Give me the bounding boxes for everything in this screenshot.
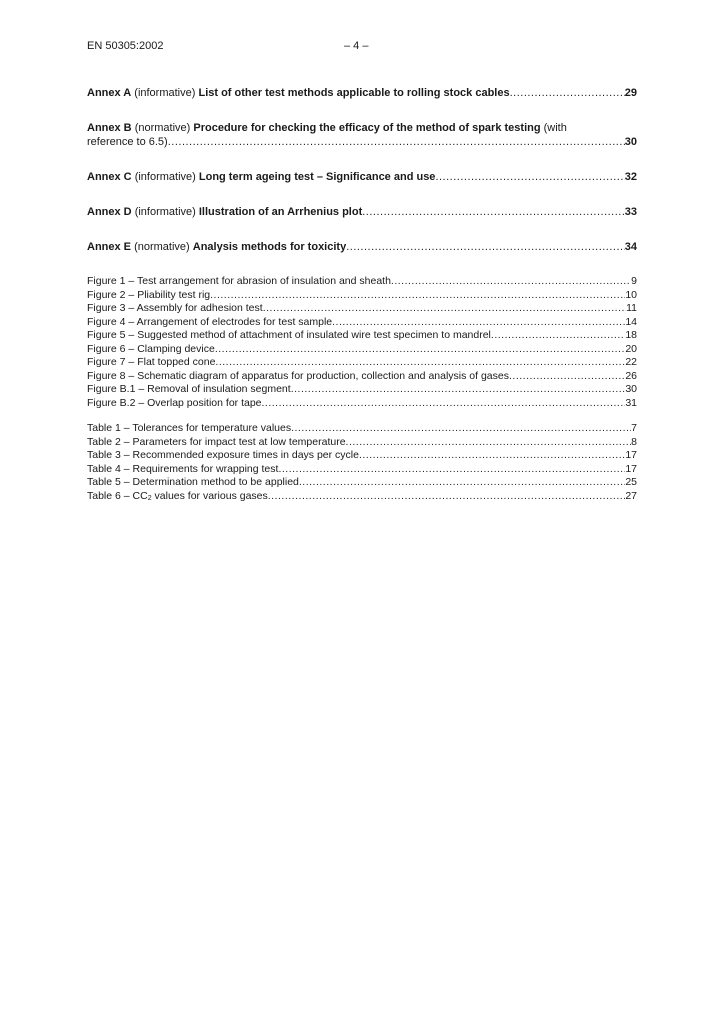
figure-caption: Figure B.1 – Removal of insulation segment bbox=[87, 383, 291, 395]
table-caption: Table 2 – Parameters for impact test at low temperature bbox=[87, 435, 346, 448]
table-caption-prefix: Table 6 – CC bbox=[87, 489, 148, 502]
toc-table-entry[interactable] bbox=[87, 436, 637, 450]
page-ref: 34 bbox=[624, 241, 637, 253]
page-ref: 14 bbox=[625, 315, 637, 328]
figure-caption: Figure 7 – Flat topped cone bbox=[87, 356, 216, 368]
dot-leader bbox=[263, 302, 626, 316]
annex-kind: (informative) bbox=[134, 171, 196, 183]
toc-figure-entry[interactable] bbox=[87, 370, 637, 384]
list-of-tables bbox=[87, 422, 637, 503]
toc-figure-entry[interactable] bbox=[87, 356, 637, 370]
page-ref: 30 bbox=[624, 136, 637, 148]
toc-table-entry[interactable] bbox=[87, 449, 637, 463]
page-ref: 31 bbox=[625, 396, 637, 409]
annex-title: Illustration of an Arrhenius plot bbox=[198, 206, 363, 218]
dot-leader bbox=[332, 316, 625, 330]
dot-leader bbox=[299, 476, 625, 490]
page-ref: 25 bbox=[625, 476, 637, 488]
dot-leader bbox=[346, 436, 632, 450]
dot-leader bbox=[509, 370, 625, 384]
toc-figure-entry[interactable] bbox=[87, 343, 637, 357]
figure-caption: Figure 4 – Arrangement of electrodes for test sample bbox=[87, 315, 333, 328]
dot-leader bbox=[291, 422, 631, 436]
dot-leader bbox=[215, 356, 625, 370]
document-id: EN 50305:2002 bbox=[87, 40, 164, 52]
annex-kind: (normative) bbox=[134, 122, 191, 134]
page-ref: 7 bbox=[631, 422, 637, 434]
dot-leader bbox=[210, 289, 625, 303]
table-caption bbox=[87, 490, 268, 504]
figure-caption: Figure 8 – Schematic diagram of apparatus for production, collection and analysis of gases bbox=[87, 369, 509, 382]
toc-figure-entry[interactable] bbox=[87, 397, 637, 411]
dot-leader bbox=[262, 397, 626, 411]
toc-table-entry[interactable] bbox=[87, 490, 637, 504]
table-caption-suffix: values for various gases bbox=[151, 489, 268, 502]
annex-title-line2: reference to 6.5) bbox=[87, 136, 168, 148]
toc-annex-b[interactable] bbox=[87, 121, 637, 149]
annex-kind: (informative) bbox=[134, 206, 196, 218]
toc-figure-entry[interactable] bbox=[87, 383, 637, 397]
dot-leader bbox=[435, 170, 624, 184]
subscript-2: 2 bbox=[147, 494, 152, 502]
table-caption: Table 5 – Determination method to be applied bbox=[87, 476, 299, 488]
toc-figure-entry[interactable] bbox=[87, 329, 637, 343]
list-of-figures bbox=[87, 275, 637, 410]
dot-leader bbox=[215, 343, 625, 357]
table-caption: Table 3 – Recommended exposure times in days per cycle bbox=[87, 449, 359, 461]
toc-annex-a[interactable] bbox=[87, 86, 637, 100]
toc-annex-c[interactable] bbox=[87, 170, 637, 184]
dot-leader bbox=[346, 240, 625, 254]
toc-figure-entry[interactable] bbox=[87, 289, 637, 303]
dot-leader bbox=[362, 205, 625, 219]
toc-annex-e[interactable] bbox=[87, 240, 637, 254]
dot-leader bbox=[491, 329, 625, 343]
toc-table-entry[interactable] bbox=[87, 476, 637, 490]
page-ref: 27 bbox=[625, 489, 637, 502]
annex-label: Annex A bbox=[87, 87, 132, 99]
figure-caption: Figure 2 – Pliability test rig bbox=[87, 288, 211, 301]
annex-title: Analysis methods for toxicity bbox=[192, 241, 347, 253]
annex-label: Annex B bbox=[87, 122, 132, 134]
page-ref: 20 bbox=[625, 342, 637, 355]
toc-figure-entry[interactable] bbox=[87, 316, 637, 330]
dot-leader bbox=[268, 490, 626, 504]
dot-leader bbox=[510, 86, 625, 100]
figure-caption: Figure 1 – Test arrangement for abrasion of insulation and sheath bbox=[87, 275, 391, 287]
figure-caption: Figure 3 – Assembly for adhesion test bbox=[87, 302, 263, 314]
page-ref: 29 bbox=[624, 87, 637, 99]
table-caption: Table 4 – Requirements for wrapping test bbox=[87, 462, 279, 475]
annex-label: Annex C bbox=[87, 171, 132, 183]
dot-leader bbox=[359, 449, 625, 463]
annex-label: Annex D bbox=[87, 206, 132, 218]
page-ref: 32 bbox=[624, 171, 637, 183]
page-ref: 8 bbox=[631, 435, 637, 448]
dot-leader bbox=[291, 383, 626, 397]
annex-kind: (normative) bbox=[134, 241, 190, 253]
page-ref: 26 bbox=[625, 369, 637, 382]
page-ref: 18 bbox=[625, 329, 637, 341]
figure-caption: Figure 5 – Suggested method of attachment of insulated wire test specimen to mandrel bbox=[87, 329, 491, 341]
page-ref: 33 bbox=[624, 206, 637, 218]
page-ref: 9 bbox=[631, 275, 637, 287]
figure-caption: Figure 6 – Clamping device bbox=[87, 342, 215, 355]
toc-table-entry[interactable] bbox=[87, 422, 637, 436]
annex-label: Annex E bbox=[87, 241, 132, 253]
toc-table-entry[interactable] bbox=[87, 463, 637, 477]
dot-leader bbox=[168, 135, 625, 149]
page-ref: 30 bbox=[625, 383, 637, 395]
toc-annex-d[interactable] bbox=[87, 205, 637, 219]
page-ref: 22 bbox=[625, 356, 637, 368]
page-ref: 17 bbox=[625, 462, 637, 475]
toc-figure-entry[interactable] bbox=[87, 275, 637, 289]
figure-caption: Figure B.2 – Overlap position for tape bbox=[87, 396, 262, 409]
annex-title: List of other test methods applicable to rolling stock cables bbox=[198, 87, 510, 99]
table-caption: Table 1 – Tolerances for temperature values bbox=[87, 422, 292, 434]
dot-leader bbox=[391, 275, 631, 289]
page-ref: 10 bbox=[625, 288, 637, 301]
table-of-contents bbox=[87, 86, 637, 503]
annex-kind: (informative) bbox=[134, 87, 196, 99]
page-header bbox=[87, 40, 637, 56]
annex-title-continuation: (with bbox=[543, 122, 567, 134]
page-number: – 4 – bbox=[344, 40, 369, 52]
dot-leader bbox=[278, 463, 625, 477]
toc-figure-entry[interactable] bbox=[87, 302, 637, 316]
annex-title: Procedure for checking the efficacy of the method of spark testing bbox=[193, 122, 541, 134]
page-ref: 17 bbox=[625, 449, 637, 461]
annex-title: Long term ageing test – Significance and use bbox=[198, 171, 436, 183]
page-ref: 11 bbox=[626, 302, 637, 314]
